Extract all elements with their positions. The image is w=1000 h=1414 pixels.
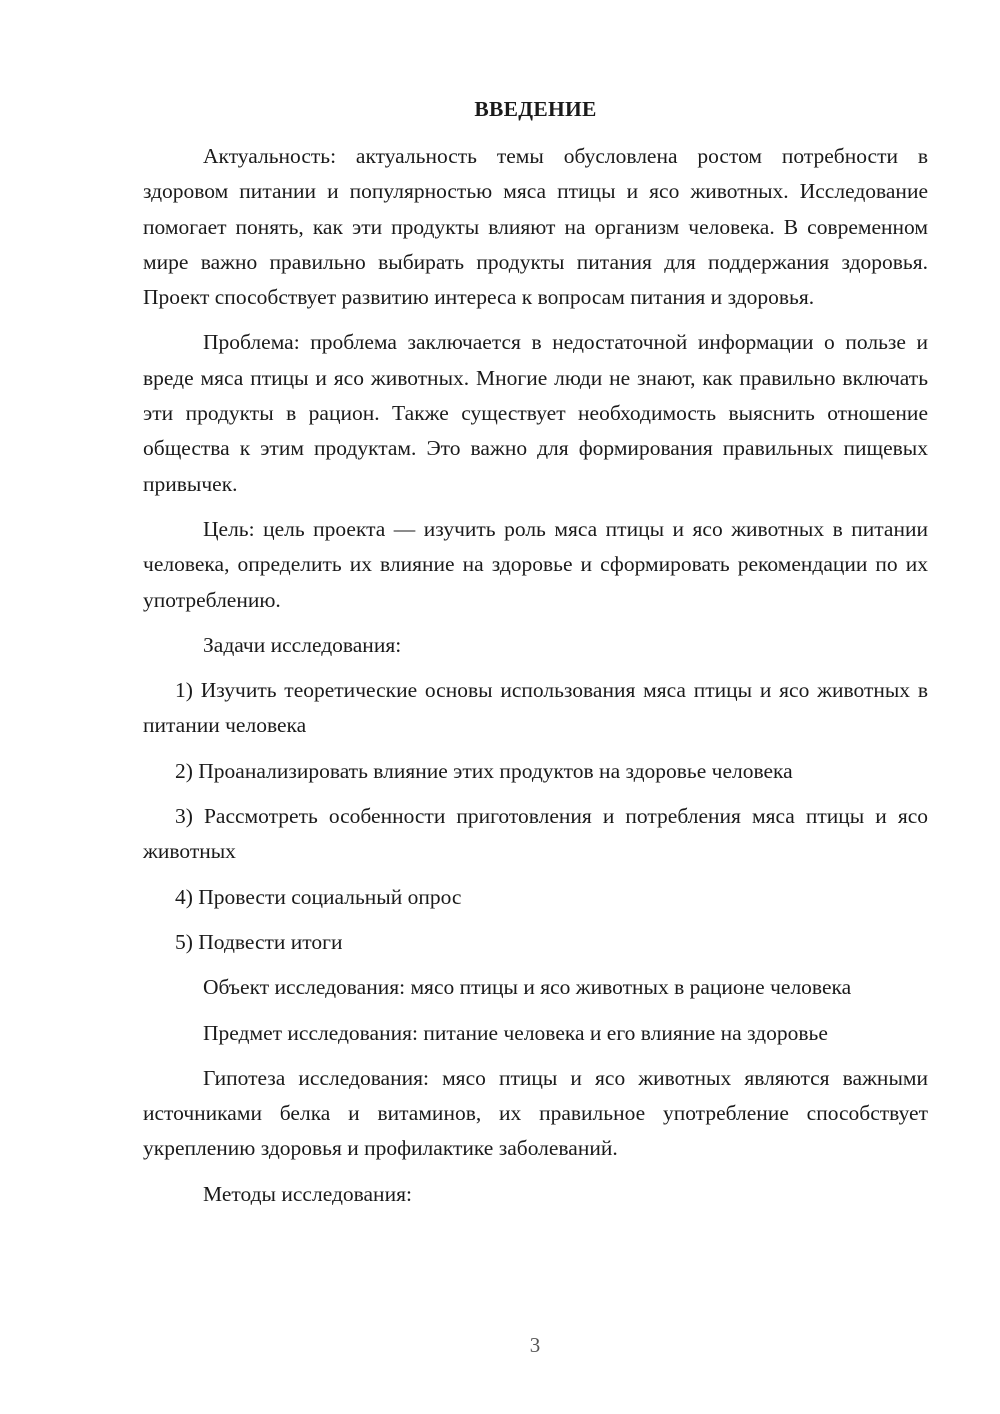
object-paragraph: Объект исследования: мясо птицы и ясо животных в рационе человека — [203, 975, 852, 1000]
subject-paragraph: Предмет исследования: питание человека и его влияние на здоровье — [203, 1020, 828, 1045]
hypothesis-paragraph: Гипотеза исследования: мясо птицы и ясо животных являются важными источниками белка и витаминов, их правильное употребление способствует укреплению здоровья и профилактике заболеваний. — [143, 1065, 928, 1161]
page-number: 3 — [529, 1333, 541, 1357]
relevance-paragraph: Актуальность: актуальность темы обусловлена ростом потребности в здоровом питании и популярностью мяса птицы и ясо животных. Исследование помогает понять, как эти продукты влияют на организм человека. В современном мире важно правильно выбирать продукты питания для поддержания здоровья. Проект способствует развитию интереса к вопросам питания и здоровья. — [143, 144, 928, 310]
tasks-heading: Задачи исследования: — [203, 632, 402, 657]
task-item-4: 4) Провести социальный опрос — [175, 884, 462, 909]
task-item-2: 2) Проанализировать влияние этих продуктов на здоровье человека — [175, 758, 793, 783]
goal-paragraph: Цель: цель проекта — изучить роль мяса птицы и ясо животных в питании человека, определить их влияние на здоровье и сформировать рекомендации по их употреблению. — [143, 516, 928, 612]
problem-paragraph: Проблема: проблема заключается в недостаточной информации о пользе и вреде мяса птицы и ясо животных. Многие люди не знают, как правильно включать эти продукты в рацион. Также существует необходимость выяснить отношение общества к этим продуктам. Это важно для формирования правильных пищевых привычек. — [143, 330, 928, 496]
task-item-3: 3) Рассмотреть особенности приготовления и потребления мяса птицы и ясо животных — [143, 804, 928, 864]
task-item-1: 1) Изучить теоретические основы использования мяса птицы и ясо животных в питании человека — [143, 678, 928, 738]
document-page — [143, 92, 928, 1222]
methods-heading: Методы исследования: — [203, 1181, 412, 1206]
task-item-5: 5) Подвести итоги — [175, 929, 343, 954]
section-title: ВВЕДЕНИЕ — [474, 97, 597, 121]
